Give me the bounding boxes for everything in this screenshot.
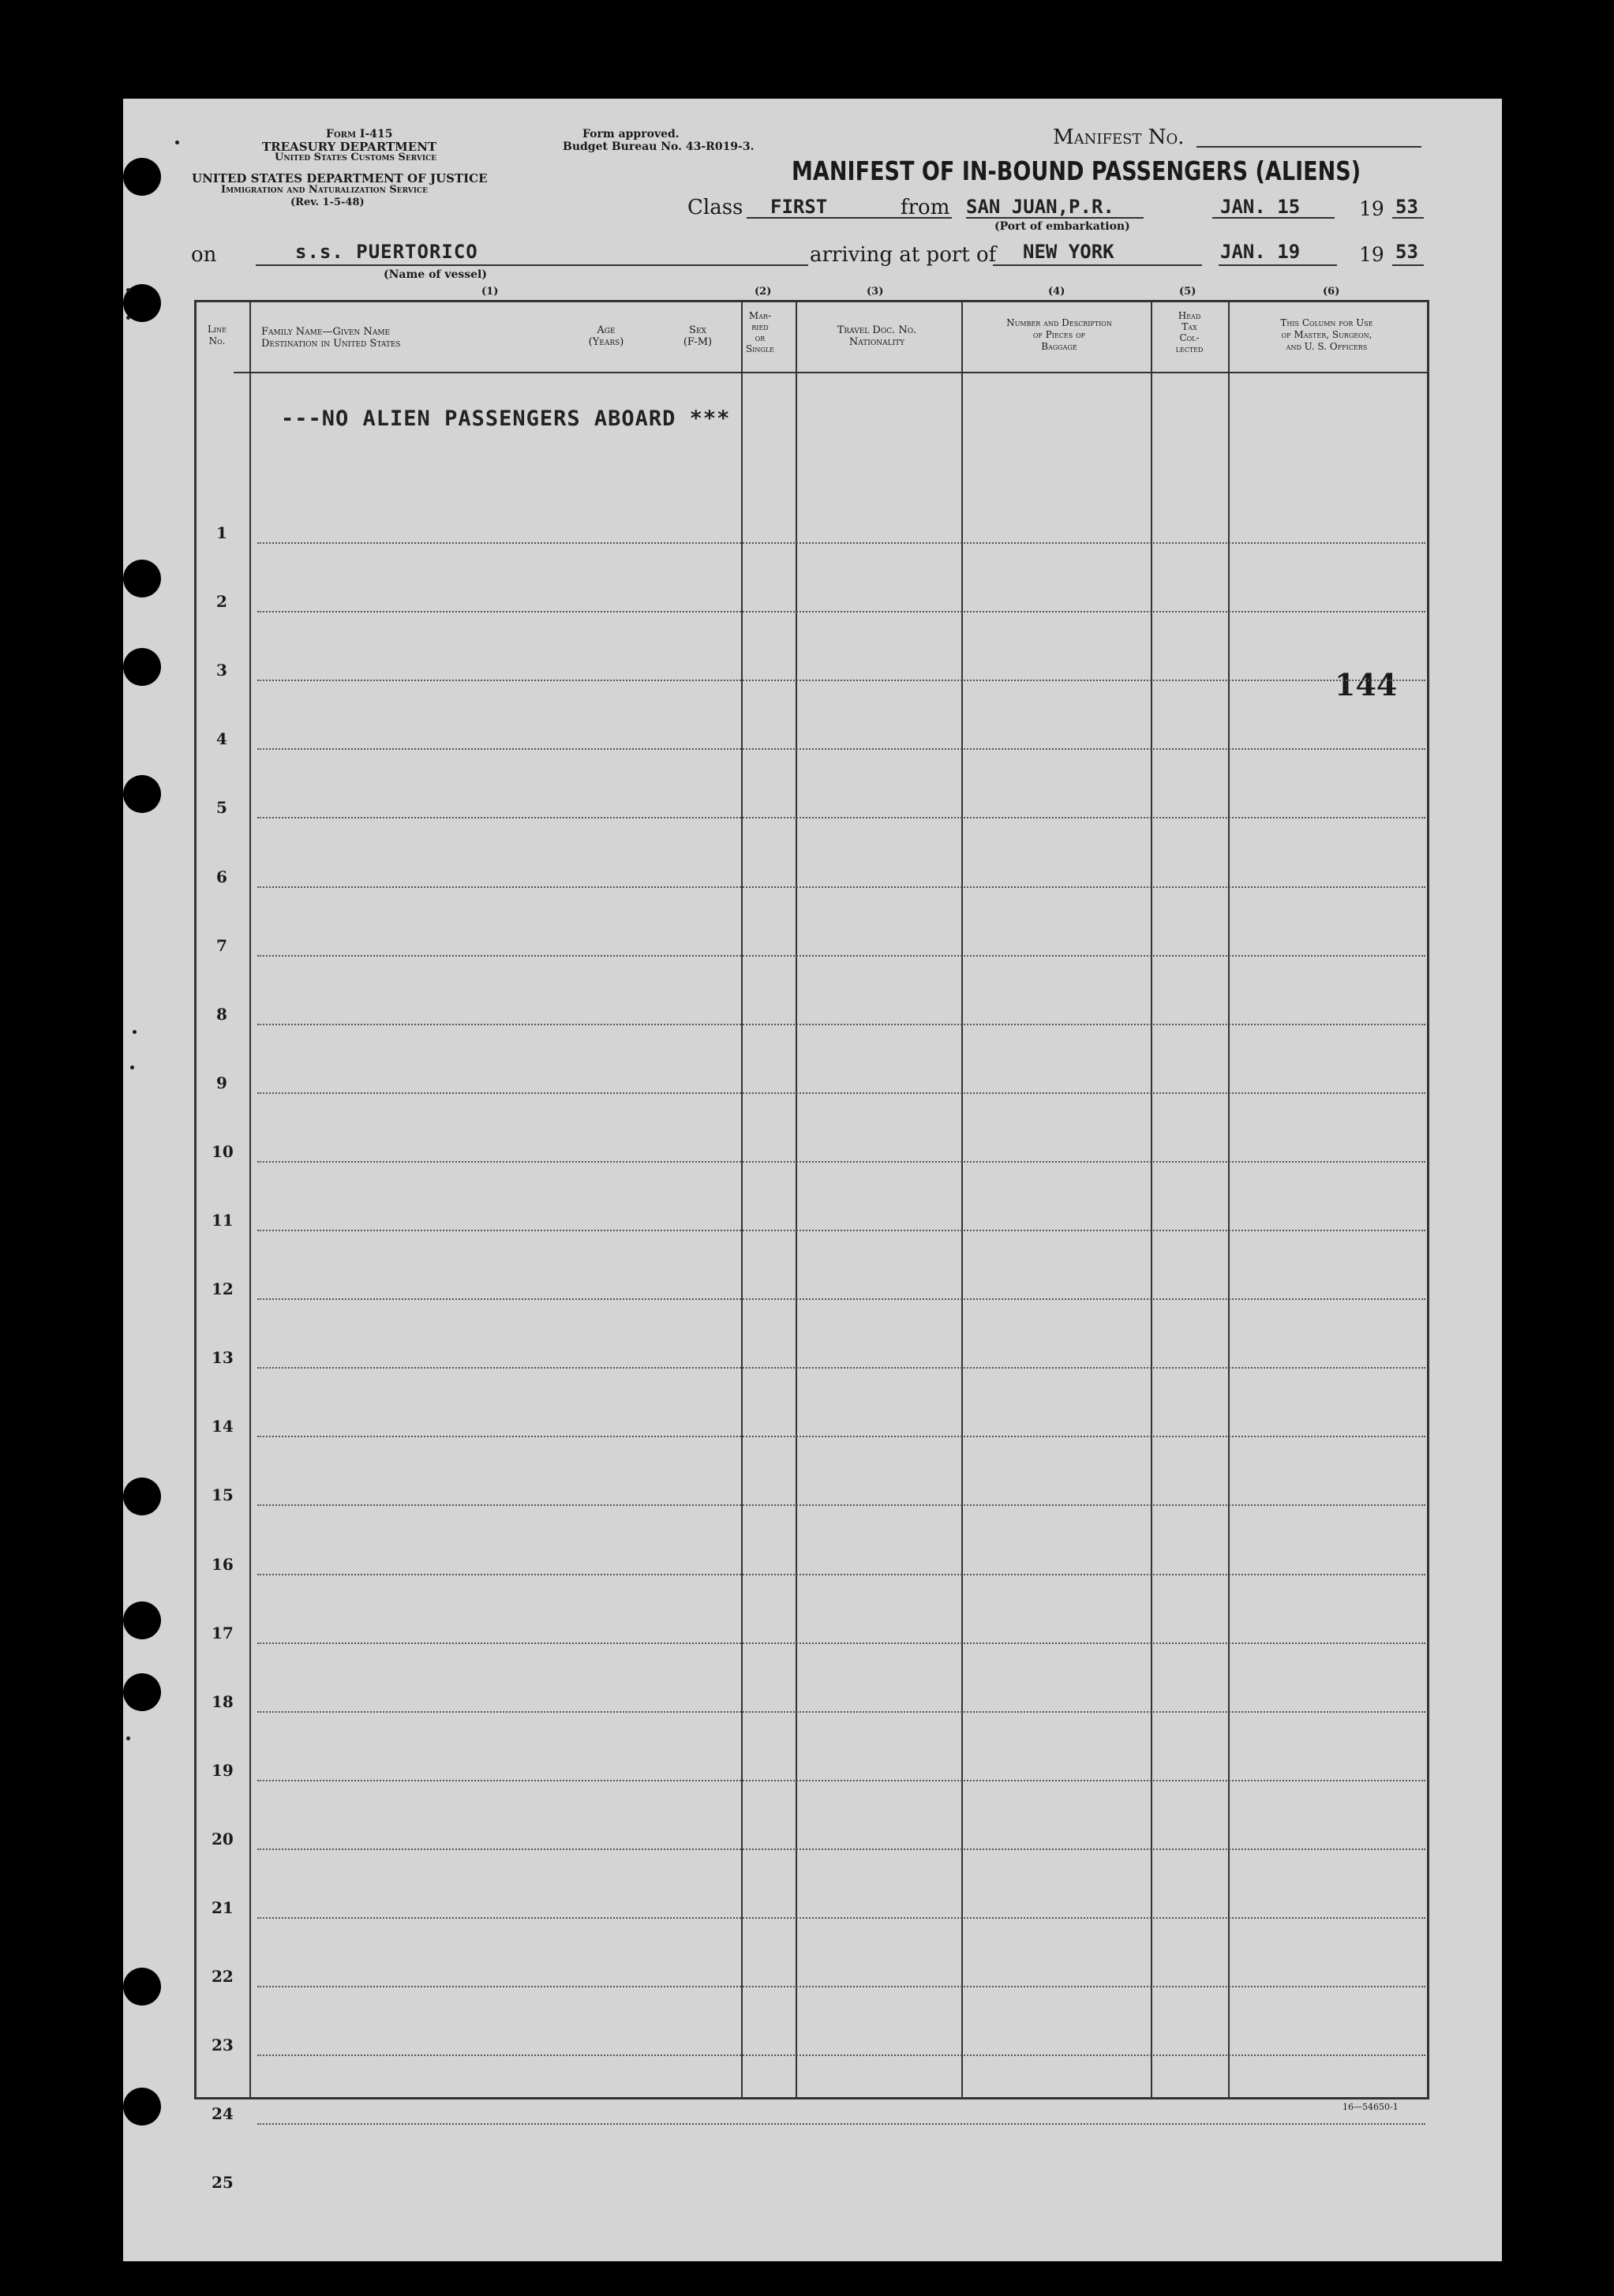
depart-date: JAN. 15 — [1220, 196, 1301, 218]
row-number: 10 — [212, 1141, 234, 1161]
revision: (Rev. 1-5-48) — [290, 197, 365, 208]
row-line — [257, 1161, 1425, 1163]
colnum-3: (3) — [867, 286, 884, 298]
row-number: 9 — [216, 1073, 227, 1092]
row-line — [257, 955, 1425, 957]
row-number: 13 — [212, 1348, 234, 1368]
depart-year-prefix: 19 — [1359, 197, 1384, 220]
row-line — [257, 1092, 1425, 1094]
print-code: 16—54650-1 — [1343, 2102, 1399, 2112]
binder-hole-5 — [123, 775, 161, 813]
immigration-service: Immigration and Naturalization Service — [221, 184, 429, 196]
from-value: SAN JUAN,P.R. — [966, 196, 1114, 218]
arrival-year-prefix: 19 — [1359, 243, 1384, 266]
row-number: 7 — [216, 935, 227, 955]
depart-year: 53 — [1395, 196, 1418, 218]
row-line — [257, 886, 1425, 888]
speck — [126, 1736, 130, 1740]
row-number: 1 — [216, 523, 227, 542]
row-number: 3 — [216, 661, 227, 680]
form-number: Form I-415 — [326, 128, 393, 140]
arrival-year-line — [1392, 264, 1424, 266]
manifest-title: MANIFEST OF IN-BOUND PASSENGERS (ALIENS) — [792, 155, 1361, 186]
row-line — [257, 680, 1425, 681]
col-divider-headtax-right — [1228, 302, 1230, 2097]
treasury-department: TREASURY DEPARTMENT — [262, 140, 437, 154]
header-head-tax: Head Tax Col- lected — [1175, 310, 1204, 354]
row-line — [257, 2123, 1425, 2125]
arrival-date-line — [1219, 264, 1337, 266]
customs-service: United States Customs Service — [275, 152, 437, 163]
row-number: 20 — [212, 1829, 234, 1848]
vessel-caption: (Name of vessel) — [384, 268, 487, 281]
row-number: 23 — [212, 2036, 234, 2055]
class-value: FIRST — [770, 196, 828, 218]
speck — [126, 288, 130, 292]
arriving-label: arriving at port of — [810, 243, 997, 267]
colnum-4: (4) — [1048, 286, 1065, 298]
row-number: 21 — [212, 1898, 234, 1917]
port-embarkation-caption: (Port of embarkation) — [994, 220, 1130, 233]
row-number: 4 — [216, 729, 227, 749]
row-number: 19 — [212, 1760, 234, 1780]
row-number: 11 — [212, 1211, 234, 1230]
budget-bureau: Budget Bureau No. 43-R019-3. — [563, 140, 755, 153]
from-label: from — [901, 196, 950, 219]
arrival-date: JAN. 19 — [1220, 241, 1301, 263]
row-line — [257, 542, 1425, 544]
justice-department: UNITED STATES DEPARTMENT OF JUSTICE — [192, 171, 488, 185]
row-line — [257, 1230, 1425, 1231]
row-line — [257, 1986, 1425, 1987]
row-number: 16 — [212, 1554, 234, 1574]
manifest-no-label: Manifest No. — [1053, 125, 1185, 149]
row-number: 15 — [212, 1485, 234, 1505]
row-line — [257, 1711, 1425, 1713]
col-divider-name — [249, 302, 251, 2097]
manifest-no-line — [1196, 146, 1421, 148]
header-officers: This Column for Use of Master, Surgeon, and U. S. Officers — [1280, 317, 1373, 352]
binder-hole-6 — [123, 1478, 161, 1515]
row-number: 6 — [216, 867, 227, 886]
speck — [175, 140, 179, 144]
speck — [130, 1066, 134, 1069]
row-line — [257, 817, 1425, 818]
binder-hole-1 — [123, 158, 161, 196]
typed-entry: ---NO ALIEN PASSENGERS ABOARD *** — [281, 406, 731, 431]
row-number: 18 — [212, 1691, 234, 1711]
col-divider-married-left — [741, 302, 743, 2097]
arrival-year: 53 — [1395, 241, 1418, 263]
col-divider-married-right — [796, 302, 797, 2097]
row-number: 25 — [212, 2173, 234, 2193]
row-line — [257, 1436, 1425, 1437]
row-line — [257, 1574, 1425, 1575]
arrival-port: NEW YORK — [1023, 241, 1114, 263]
binder-hole-8 — [123, 1673, 161, 1711]
arrival-port-line — [993, 264, 1202, 266]
row-line — [257, 1780, 1425, 1781]
col-divider-headtax-left — [1151, 302, 1152, 2097]
col-divider-baggage — [961, 302, 963, 2097]
binder-hole-4 — [123, 648, 161, 686]
form-approved: Form approved. — [582, 128, 680, 140]
header-name: Family Name—Given Name Destination in United States — [261, 326, 401, 350]
row-line — [257, 611, 1425, 612]
binder-hole-9 — [123, 1968, 161, 2006]
row-number: 12 — [212, 1279, 234, 1299]
colnum-6: (6) — [1323, 286, 1340, 298]
colnum-5: (5) — [1179, 286, 1196, 298]
on-label: on — [191, 243, 217, 267]
row-number: 2 — [216, 592, 227, 612]
header-sex: Sex (F-M) — [683, 324, 713, 348]
vessel-line — [256, 264, 808, 266]
colnum-1: (1) — [481, 286, 499, 298]
row-line — [257, 1024, 1425, 1025]
header-baggage: Number and Description of Pieces of Baggage — [1006, 317, 1112, 352]
header-age: Age (Years) — [588, 324, 624, 348]
row-line — [257, 1504, 1425, 1506]
row-number: 24 — [212, 2104, 234, 2124]
row-number: 14 — [212, 1417, 234, 1436]
table-header-rule — [234, 372, 1429, 373]
row-line — [257, 1298, 1425, 1300]
row-line — [257, 1917, 1425, 1919]
row-number: 17 — [212, 1623, 234, 1642]
header-travel-doc: Travel Doc. No. Nationality — [837, 324, 917, 348]
row-line — [257, 1642, 1425, 1644]
manifest-table — [194, 300, 1429, 2099]
header-married: Mar- ried or Single — [746, 310, 774, 354]
binder-hole-3 — [123, 560, 161, 597]
row-number: 5 — [216, 798, 227, 818]
class-label: Class — [687, 196, 743, 219]
binder-hole-10 — [123, 2088, 161, 2126]
header-line-no: Line No. — [208, 324, 227, 346]
speck — [133, 1030, 137, 1034]
stamp-number: 144 — [1335, 667, 1398, 702]
row-line — [257, 1848, 1425, 1850]
manifest-page — [123, 99, 1502, 2261]
speck — [126, 316, 130, 320]
depart-year-line — [1392, 217, 1424, 219]
vessel-name: s.s. PUERTORICO — [295, 241, 478, 263]
row-line — [257, 2054, 1425, 2056]
colnum-2: (2) — [755, 286, 772, 298]
row-number: 22 — [212, 1967, 234, 1987]
row-number: 8 — [216, 1004, 227, 1024]
row-line — [257, 1367, 1425, 1369]
row-line — [257, 748, 1425, 750]
binder-hole-7 — [123, 1601, 161, 1639]
